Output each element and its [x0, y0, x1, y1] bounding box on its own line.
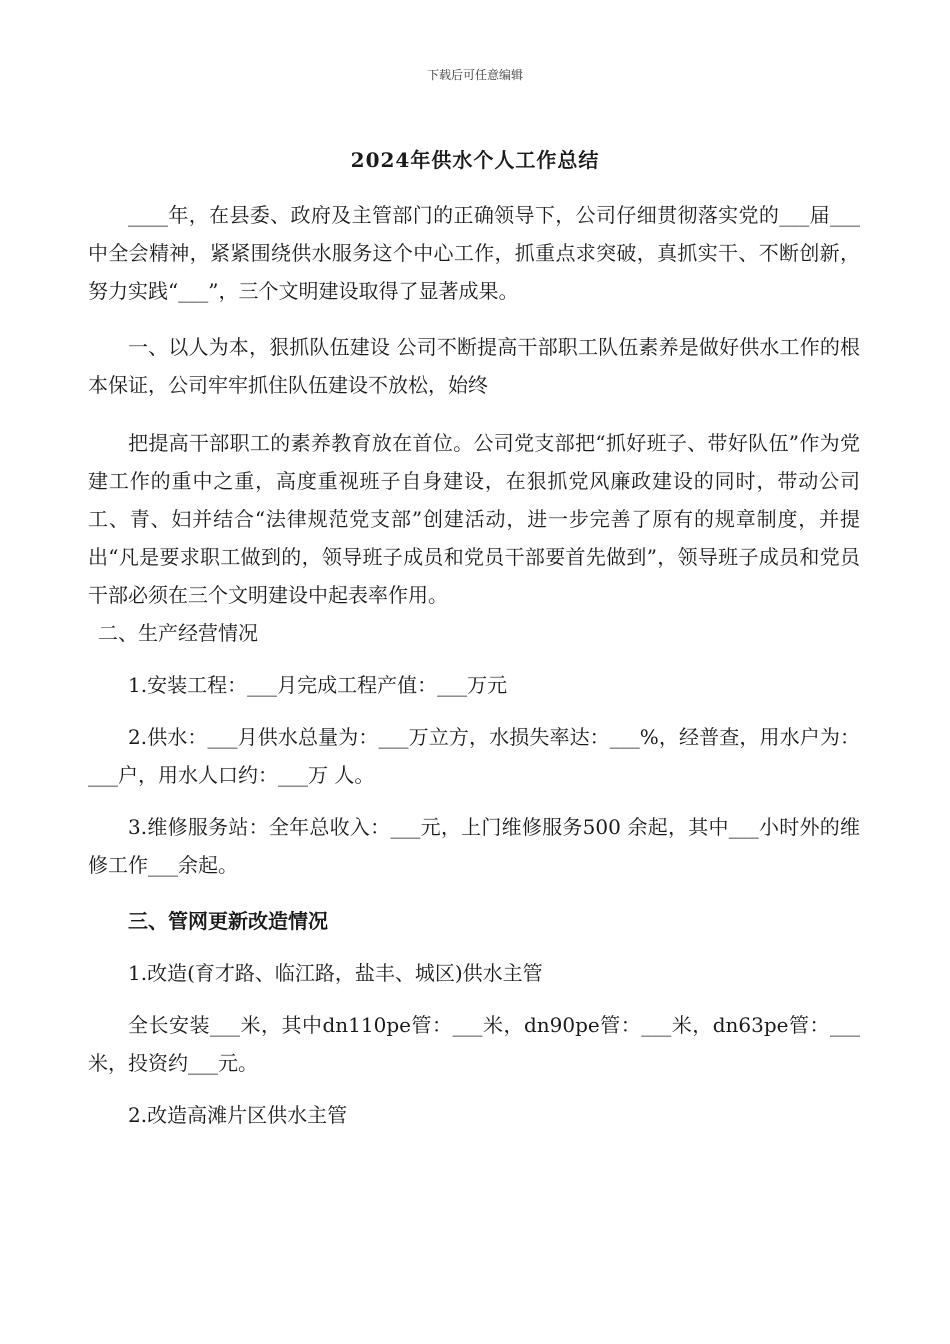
paragraph-renovation-two: 2.改造高滩片区供水主管 [128, 1103, 348, 1127]
paragraph-intro: ____年，在县委、政府及主管部门的正确领导下，公司仔细贯彻落实党的___届___中全会精神，紧紧围绕供水服务这个中心工作，抓重点求突破，真抓实干、不断创新，努力实践“___”，三个文明建设取得了显著成果。 [88, 203, 860, 303]
document-body [88, 196, 860, 1134]
heading-section-two: 二、生产经营情况 [98, 621, 258, 645]
paragraph-repair-station: 3.维修服务站：全年总收入：___元，上门维修服务500 余起，其中___小时外的维修工作___余起。 [88, 815, 860, 877]
paragraph-renovation-one: 1.改造(育才路、临江路，盐丰、城区)供水主管 [128, 961, 543, 985]
document-title: 2024年供水个人工作总结 [350, 148, 600, 172]
paragraph-installation: 1.安装工程：___月完成工程产值：___万元 [128, 673, 508, 697]
heading-section-three: 三、管网更新改造情况 [128, 909, 328, 933]
header-note: 下载后可任意编辑 [426, 68, 523, 82]
paragraph-water-supply: 2.供水：___月供水总量为：___万立方，水损失率达：___%，经普查，用水户为：___户，用水人口约：___万 人。 [88, 725, 860, 787]
paragraph-pipe-length: 全长安装___米，其中dn110pe管：___米，dn90pe管：___米，dn63pe管：___米，投资约___元。 [88, 1013, 860, 1075]
paragraph-team-building: 把提高干部职工的素养教育放在首位。公司党支部把“抓好班子、带好队伍”作为党建工作的重中之重，高度重视班子自身建设，在狠抓党风廉政建设的同时，带动公司工、青、妇并结合“法律规范党支部”创建活动，进一步完善了原有的规章制度，并提出“凡是要求职工做到的，领导班子成员和党员干部要首先做到”，领导班子成员和党员干部必须在三个文明建设中起表率作用。 [88, 431, 860, 607]
paragraph-section-one: 一、以人为本，狠抓队伍建设 公司不断提高干部职工队伍素养是做好供水工作的根本保证，公司牢牢抓住队伍建设不放松，始终 [88, 335, 860, 397]
